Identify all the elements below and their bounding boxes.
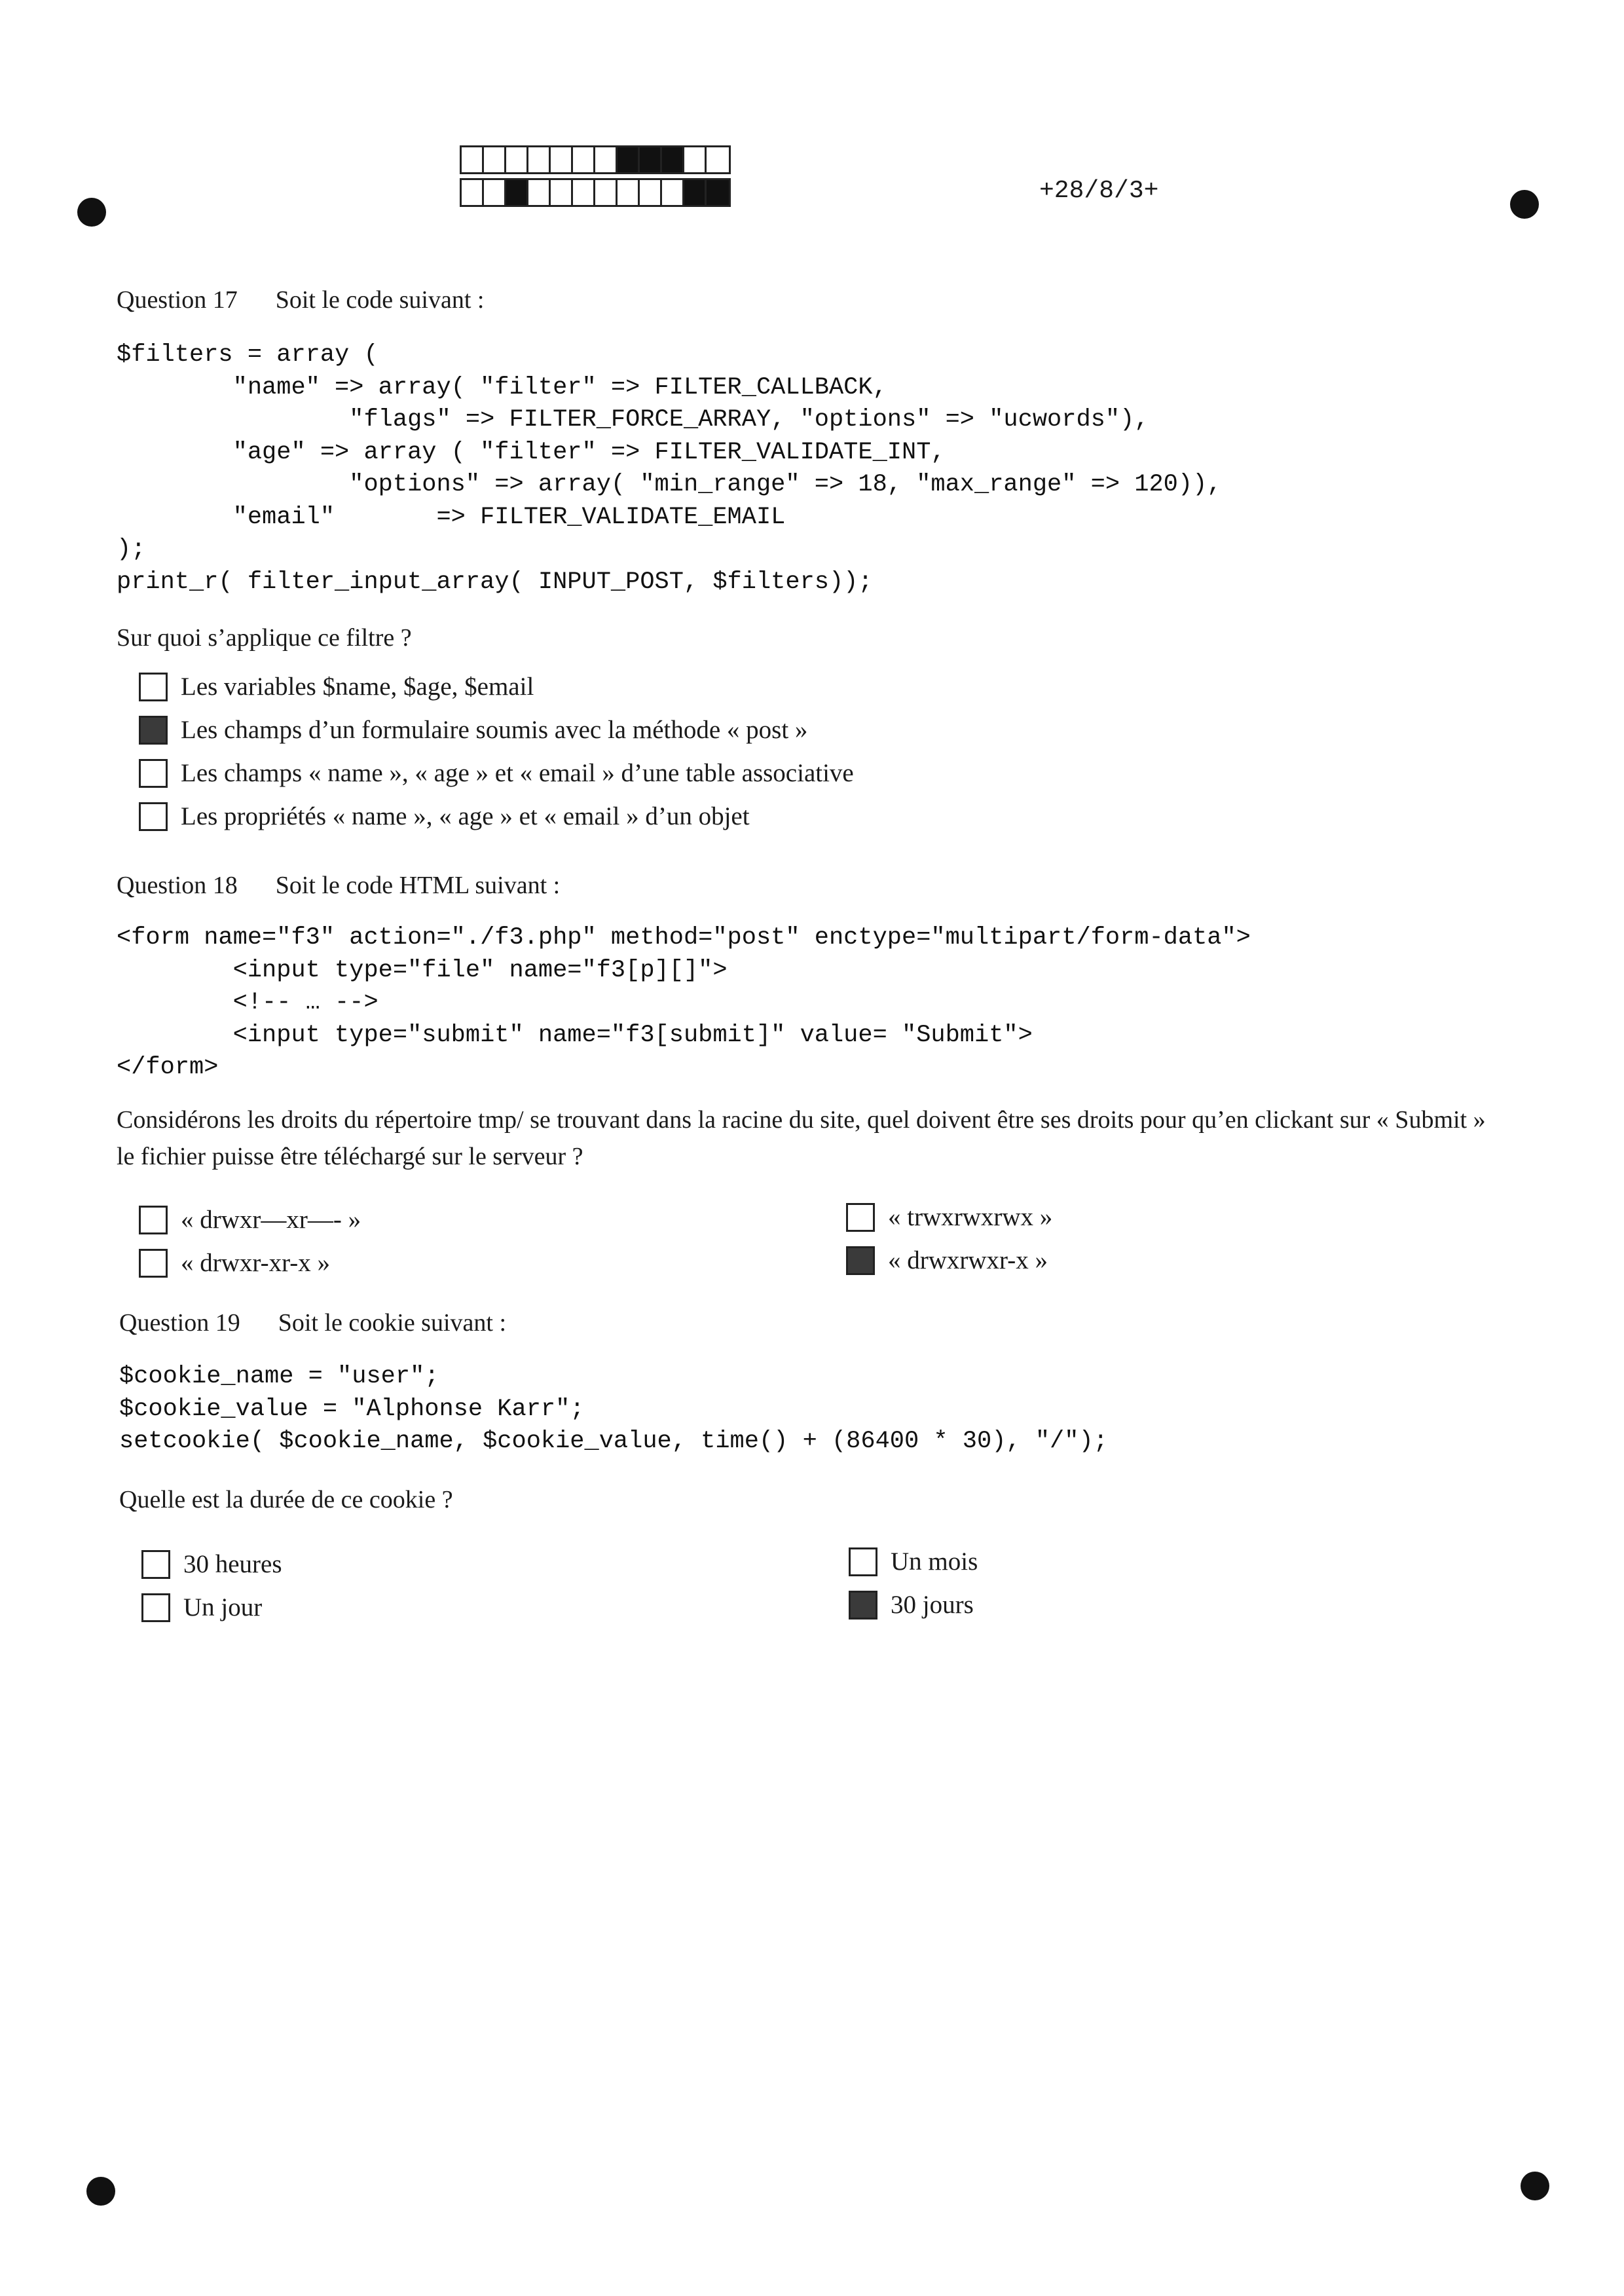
registration-mark-top-right [1510, 190, 1539, 219]
q18-option-3[interactable] [846, 1202, 1052, 1232]
q18-option-4[interactable] [846, 1246, 1048, 1275]
question-18-intro: Soit le code HTML suivant : [275, 872, 561, 899]
q17-option-2-checkbox[interactable] [139, 716, 168, 745]
code-bar-cell-empty [551, 180, 573, 205]
q18-option-1-checkbox[interactable] [139, 1206, 168, 1234]
code-bar-cell-filled [640, 147, 662, 172]
question-19-code: $cookie_name = "user"; $cookie_value = "Alphonse Karr"; setcookie( $cookie_name, $cookie_value, time() + (86400 * 30), "/"); [119, 1363, 1108, 1455]
q19-option-3-checkbox[interactable] [849, 1547, 877, 1576]
code-bar-cell-empty [595, 180, 618, 205]
question-17-code: $filters = array ( "name" => array( "filter" => FILTER_CALLBACK, "flags" => FILTER_FORCE_ARRAY, "options" => "ucwords"), "age" => array ( "filter" => FILTER_VALIDATE_INT, "options" => array( "min_range" => 18, "max_range" => 120)), "email" => FILTER_VALIDATE_EMAIL ); print_r( filter_input_array( INPUT_POST, $filters)); [117, 341, 1222, 596]
header-code-bar-top [460, 145, 731, 174]
q19-option-1-checkbox[interactable] [141, 1550, 170, 1579]
code-bar-cell-filled [506, 180, 528, 205]
q18-option-4-label: « drwxrwxr-x » [888, 1246, 1048, 1274]
question-18-header [117, 871, 560, 900]
q17-option-3[interactable] [139, 758, 854, 788]
q19-option-3[interactable] [849, 1547, 978, 1576]
code-bar-cell-empty [618, 180, 640, 205]
registration-mark-bottom-left [86, 2177, 115, 2206]
code-bar-cell-empty [640, 180, 662, 205]
page-id-code: +28/8/3+ [1039, 177, 1159, 205]
q17-option-4-label: Les propriétés « name », « age » et « email » d’un objet [181, 802, 750, 830]
registration-mark-top-left [77, 198, 106, 227]
code-bar-cell-empty [595, 147, 618, 172]
code-bar-cell-filled [707, 180, 729, 205]
q19-option-2[interactable] [141, 1593, 262, 1622]
q18-option-3-label: « trwxrwxrwx » [888, 1203, 1053, 1231]
q19-option-3-label: Un mois [891, 1547, 978, 1576]
question-19-intro: Soit le cookie suivant : [278, 1309, 507, 1337]
code-bar-cell-empty [484, 147, 506, 172]
code-bar-cell-empty [528, 147, 551, 172]
question-19-header [119, 1308, 506, 1337]
q17-option-4[interactable] [139, 802, 750, 831]
q19-option-4-label: 30 jours [891, 1591, 974, 1619]
code-bar-cell-empty [551, 147, 573, 172]
q17-option-4-checkbox[interactable] [139, 802, 168, 831]
q19-option-2-label: Un jour [183, 1593, 263, 1621]
q19-option-4[interactable] [849, 1590, 974, 1620]
q19-option-2-checkbox[interactable] [141, 1593, 170, 1622]
question-19-label: Question 19 [119, 1309, 240, 1337]
code-bar-cell-filled [618, 147, 640, 172]
q18-option-1[interactable] [139, 1205, 361, 1234]
code-bar-cell-empty [462, 147, 484, 172]
q18-option-3-checkbox[interactable] [846, 1203, 875, 1232]
registration-mark-bottom-right [1521, 2172, 1549, 2200]
code-bar-cell-filled [662, 147, 684, 172]
question-17-prompt: Sur quoi s’applique ce filtre ? [117, 624, 412, 652]
code-bar-cell-empty [684, 147, 707, 172]
q18-option-2[interactable] [139, 1248, 330, 1278]
question-17-label: Question 17 [117, 286, 238, 314]
q17-option-2[interactable] [139, 715, 807, 745]
code-bar-cell-empty [573, 147, 595, 172]
question-18-prompt: Considérons les droits du répertoire tmp/ se trouvant dans la racine du site, quel doivent être ses droits pour qu’en clickant sur « Submit » le fichier puisse être téléchargé sur le serveur ? [117, 1106, 1486, 1170]
code-bar-cell-empty [573, 180, 595, 205]
question-17-header [117, 286, 484, 314]
q17-option-1-label: Les variables $name, $age, $email [181, 673, 534, 701]
q17-option-2-label: Les champs d’un formulaire soumis avec la méthode « post » [181, 716, 808, 744]
question-17-intro: Soit le code suivant : [275, 286, 485, 314]
q19-option-1[interactable] [141, 1549, 282, 1579]
question-18-code: <form name="f3" action="./f3.php" method="post" enctype="multipart/form-data"> <input type="file" name="f3[p][]"> <!-- … --> <input type="submit" name="f3[submit]" value= "Submit"> </form> [117, 924, 1251, 1081]
q18-option-2-label: « drwxr-xr-x » [181, 1249, 331, 1277]
code-bar-cell-empty [662, 180, 684, 205]
q18-option-2-checkbox[interactable] [139, 1249, 168, 1278]
q17-option-1[interactable] [139, 672, 534, 701]
code-bar-cell-empty [484, 180, 506, 205]
q18-option-1-label: « drwxr—xr—- » [181, 1206, 361, 1234]
q18-option-4-checkbox[interactable] [846, 1246, 875, 1275]
code-bar-cell-empty [528, 180, 551, 205]
question-18-label: Question 18 [117, 872, 238, 899]
header-code-bar-bottom [460, 178, 731, 207]
code-bar-cell-empty [462, 180, 484, 205]
code-bar-cell-filled [684, 180, 707, 205]
q19-option-4-checkbox[interactable] [849, 1591, 877, 1620]
q17-option-3-label: Les champs « name », « age » et « email » d’une table associative [181, 759, 854, 787]
q17-option-1-checkbox[interactable] [139, 673, 168, 701]
q19-option-1-label: 30 heures [183, 1550, 282, 1578]
question-19-prompt: Quelle est la durée de ce cookie ? [119, 1486, 453, 1513]
code-bar-cell-empty [506, 147, 528, 172]
code-bar-cell-empty [707, 147, 729, 172]
q17-option-3-checkbox[interactable] [139, 759, 168, 788]
